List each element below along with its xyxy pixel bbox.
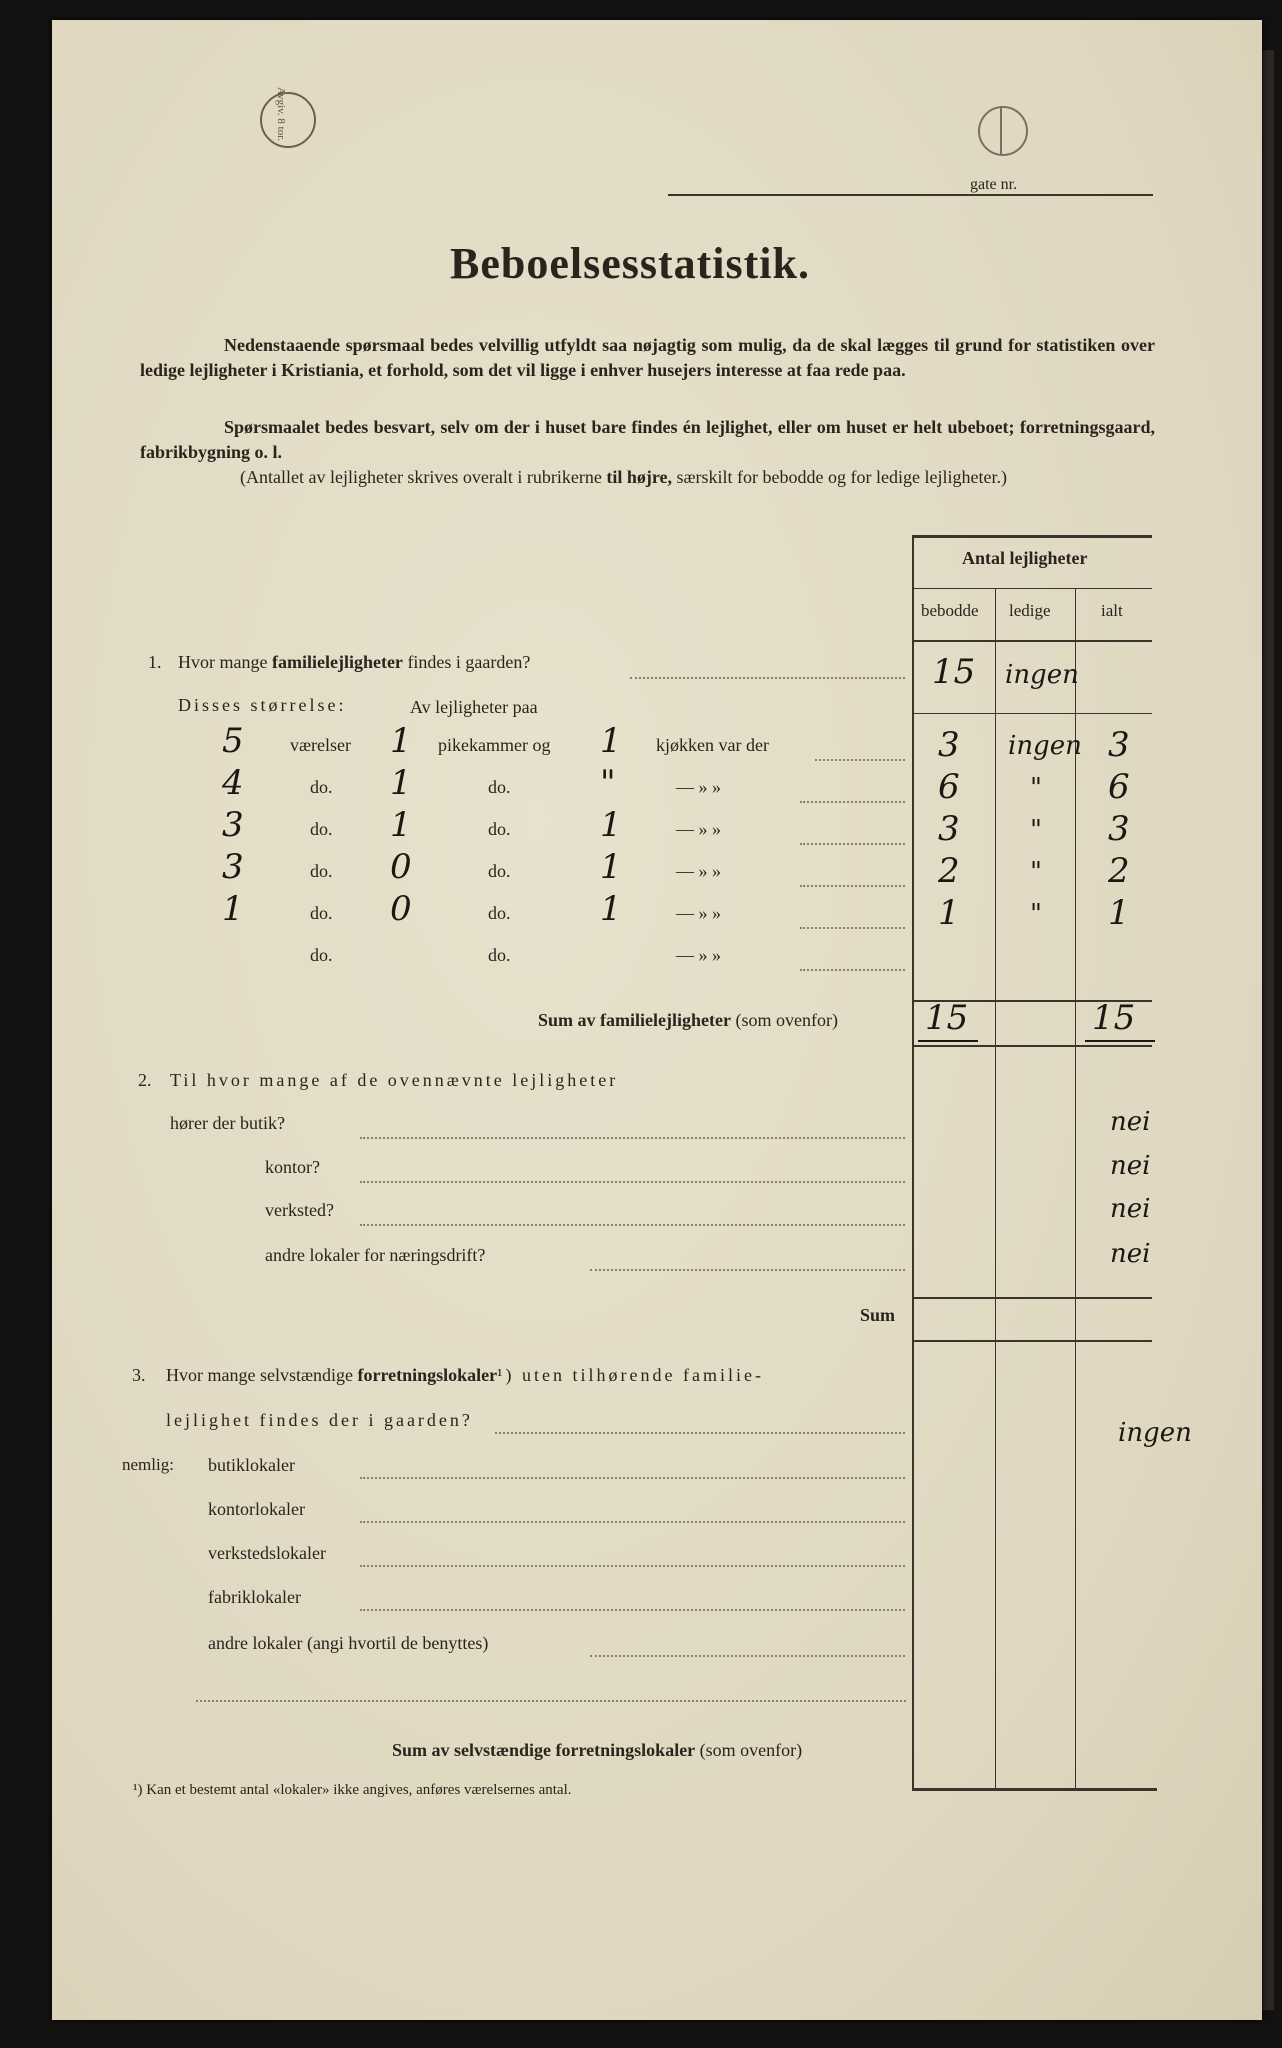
- intro-p3-text-c: særskilt for bebodde og for ledige lejligheter.): [672, 467, 1007, 487]
- q3-dot-leader: [495, 1432, 905, 1434]
- row-ledige: ingen: [1008, 731, 1082, 761]
- table-title: Antal lejligheter: [962, 548, 1088, 568]
- row-pike-count: 0: [390, 889, 412, 929]
- q3-sum-label-b: (som ovenfor): [695, 1740, 803, 1760]
- row-rooms-label: do.: [310, 945, 333, 965]
- q1-sum-bottom-rule: [912, 1045, 1152, 1047]
- intro-p3-text-a: (Antallet av lejligheter skrives overalt i rubrikerne: [240, 467, 607, 487]
- size-label: Disses størrelse:: [178, 695, 347, 715]
- col-header-ialt: ialt: [1101, 601, 1123, 620]
- row-rooms-count: 3: [222, 847, 244, 887]
- q2-question: Til hvor mange af de ovennævnte lejligheter: [170, 1070, 619, 1090]
- table-left-rule: [912, 535, 914, 1790]
- q3-answer: ingen: [1118, 1418, 1192, 1448]
- q2-item-answer: nei: [1110, 1107, 1151, 1137]
- q2-item-dot-leader: [360, 1224, 905, 1226]
- q2-item-label: verksted?: [265, 1200, 334, 1220]
- q1-answer-bebodde: 15: [932, 652, 976, 692]
- col-header-ledige: ledige: [1009, 601, 1051, 620]
- row-ledige: ": [1030, 899, 1042, 929]
- row-rooms-count: 3: [222, 805, 244, 845]
- q3-text-a: Hvor mange selvstændige: [166, 1365, 358, 1385]
- q1-question: [178, 652, 530, 673]
- q1-answer-ledige: ingen: [1005, 660, 1079, 690]
- row-pike-count: 1: [390, 805, 412, 845]
- q2-bottom-rule: [912, 1297, 1152, 1299]
- row-ledige: ": [1030, 773, 1042, 803]
- q2-item-label: andre lokaler for næringsdrift?: [265, 1245, 486, 1265]
- row-kjokken-label: — » »: [676, 819, 721, 839]
- q1-sum-label-a: Sum av familielejligheter: [538, 1010, 731, 1030]
- row-rooms-label: do.: [310, 819, 333, 839]
- row-rooms-label: do.: [310, 861, 333, 881]
- q2-item-answer: nei: [1110, 1194, 1151, 1224]
- q2-sum-rule: [912, 1340, 1152, 1342]
- q3-item-dot-leader: [360, 1609, 905, 1611]
- row-pike-label: do.: [488, 819, 511, 839]
- table-header-rule: [912, 588, 1152, 589]
- q1-text-c: findes i gaarden?: [402, 652, 531, 672]
- intro-paragraph-3: [140, 465, 1155, 490]
- table-col-divider-1: [995, 588, 996, 1790]
- circular-stamp: [260, 92, 316, 148]
- intro-p3-text-b: til højre,: [606, 467, 673, 487]
- q3-number: 3.: [132, 1365, 146, 1385]
- row-ialt: 3: [1108, 725, 1130, 765]
- row-bebodde: 1: [938, 893, 960, 933]
- row-pike-label: do.: [488, 945, 511, 965]
- row-dot-leader: [800, 927, 905, 929]
- row-dot-leader: [800, 843, 905, 845]
- q1-sum-label-b: (som ovenfor): [730, 1010, 838, 1030]
- q2-item-answer: nei: [1110, 1239, 1151, 1269]
- row-kjokken-count: 1: [600, 889, 622, 929]
- row-kjokken-count: ": [600, 763, 616, 803]
- q3-item-label: fabriklokaler: [208, 1587, 301, 1607]
- q2-item-dot-leader: [360, 1181, 905, 1183]
- row-kjokken-count: 1: [600, 805, 622, 845]
- q2-item-label: kontor?: [265, 1157, 320, 1177]
- q3-question-line2: lejlighet findes der i gaarden?: [166, 1410, 473, 1430]
- q1-sum-ialt: 15: [1092, 998, 1136, 1038]
- gate-nr-line: [668, 194, 1153, 196]
- row-pike-count: 1: [390, 721, 412, 761]
- q3-text-c: ¹) uten tilhørende familie-: [497, 1365, 764, 1385]
- row-ialt: 6: [1108, 767, 1130, 807]
- q1-sum-underline-1: [918, 1040, 978, 1042]
- size-sublabel: Av lejligheter paa: [410, 697, 538, 717]
- q2-item-label: hører der butik?: [170, 1113, 285, 1133]
- row-pike-label: do.: [488, 903, 511, 923]
- q3-item-label: butiklokaler: [208, 1455, 295, 1475]
- intro-paragraph-2: [140, 415, 1155, 465]
- row-kjokken-label: kjøkken var der: [656, 735, 769, 755]
- q1-sum-underline-2: [1085, 1040, 1155, 1042]
- row-bebodde: 3: [938, 809, 960, 849]
- row-rooms-label: værelser: [290, 735, 351, 755]
- row-ialt: 3: [1108, 809, 1130, 849]
- row-ialt: 1: [1108, 893, 1130, 933]
- row-dot-leader: [800, 801, 905, 803]
- col-header-bebodde: bebodde: [921, 601, 979, 620]
- page-title: Beboelsesstatistik.: [450, 239, 810, 288]
- q3-nemlig: nemlig:: [122, 1455, 174, 1474]
- stamp-circle-divider: [1000, 106, 1002, 154]
- row-bebodde: 6: [938, 767, 960, 807]
- row-pike-count: 1: [390, 763, 412, 803]
- row-rooms-count: 4: [222, 763, 244, 803]
- q3-spacer-dots: [196, 1700, 906, 1702]
- q1-text-b: familielejligheter: [271, 652, 403, 672]
- q1-number: 1.: [148, 652, 162, 672]
- row-rooms-count: 1: [222, 889, 244, 929]
- table-col-divider-2: [1075, 588, 1076, 1790]
- row-pike-label: pikekammer og: [438, 735, 551, 755]
- row-rooms-label: do.: [310, 777, 333, 797]
- q1-text-a: Hvor mange: [178, 652, 272, 672]
- footnote: ¹) Kan et bestemt antal «lokaler» ikke angives, anføres værelsernes antal.: [133, 1782, 572, 1798]
- q3-text-b: forretningslokaler: [357, 1365, 498, 1385]
- q2-sum-label: Sum: [860, 1305, 896, 1325]
- row-dot-leader: [800, 969, 905, 971]
- q1-sum-label: [538, 1010, 838, 1031]
- table-bottom-rule: [912, 1788, 1157, 1791]
- row-kjokken-label: — » »: [676, 777, 721, 797]
- table-top-rule: [912, 535, 1152, 538]
- gate-nr-label: gate nr.: [970, 176, 1018, 193]
- q2-number: 2.: [138, 1070, 152, 1090]
- q3-sum-label: [392, 1740, 802, 1761]
- page-stamp-circle: [978, 106, 1028, 156]
- q3-item-dot-leader: [360, 1565, 905, 1567]
- q2-item-dot-leader: [360, 1137, 905, 1139]
- row-bebodde: 3: [938, 725, 960, 765]
- row-rooms-count: 5: [222, 721, 244, 761]
- row-dot-leader: [815, 759, 905, 761]
- q3-sum-label-a: Sum av selvstændige forretningslokaler: [392, 1740, 696, 1760]
- q3-item-dot-leader: [360, 1477, 905, 1479]
- intro-p1-text: Nedenstaaende spørsmaal bedes velvillig utfyldt saa nøjagtig som mulig, da de skal lægges til grund for statistiken over ledige lejligheter i Kristiania, et forhold, som det vil ligge i enhver husejers interesse at faa rede paa.: [140, 335, 1155, 380]
- row-ialt: 2: [1108, 851, 1130, 891]
- row-pike-label: do.: [488, 861, 511, 881]
- row-kjokken-label: — » »: [676, 903, 721, 923]
- q1-answer-rule: [912, 713, 1152, 714]
- row-bebodde: 2: [938, 851, 960, 891]
- row-kjokken-label: — » »: [676, 945, 721, 965]
- row-rooms-label: do.: [310, 903, 333, 923]
- row-kjokken-count: 1: [600, 847, 622, 887]
- q1-sum-bebodde: 15: [925, 998, 969, 1038]
- row-kjokken-label: — » »: [676, 861, 721, 881]
- q3-item-dot-leader: [360, 1521, 905, 1523]
- q2-item-dot-leader: [590, 1269, 905, 1271]
- row-ledige: ": [1030, 815, 1042, 845]
- stamp-text: Avgiv. 8 tor.: [275, 86, 288, 142]
- q3-question: [166, 1365, 764, 1386]
- q3-item-label: verkstedslokaler: [208, 1543, 326, 1563]
- row-kjokken-count: 1: [600, 721, 622, 761]
- row-pike-label: do.: [488, 777, 511, 797]
- q3-item-label: kontorlokaler: [208, 1499, 305, 1519]
- table-subheader-rule: [912, 640, 1152, 642]
- q3-item-label: andre lokaler (angi hvortil de benyttes): [208, 1633, 489, 1653]
- intro-p2-text: Spørsmaalet bedes besvart, selv om der i huset bare findes én lejlighet, eller om huset er helt ubeboet; forretningsgaard, fabrikbygning o. l.: [140, 417, 1155, 462]
- intro-paragraph-1: [140, 333, 1155, 383]
- page-edge: [1262, 50, 1274, 2010]
- q1-dot-leader: [630, 677, 905, 679]
- row-dot-leader: [800, 885, 905, 887]
- row-ledige: ": [1030, 857, 1042, 887]
- q3-item-dot-leader: [590, 1655, 905, 1657]
- row-pike-count: 0: [390, 847, 412, 887]
- q2-item-answer: nei: [1110, 1151, 1151, 1181]
